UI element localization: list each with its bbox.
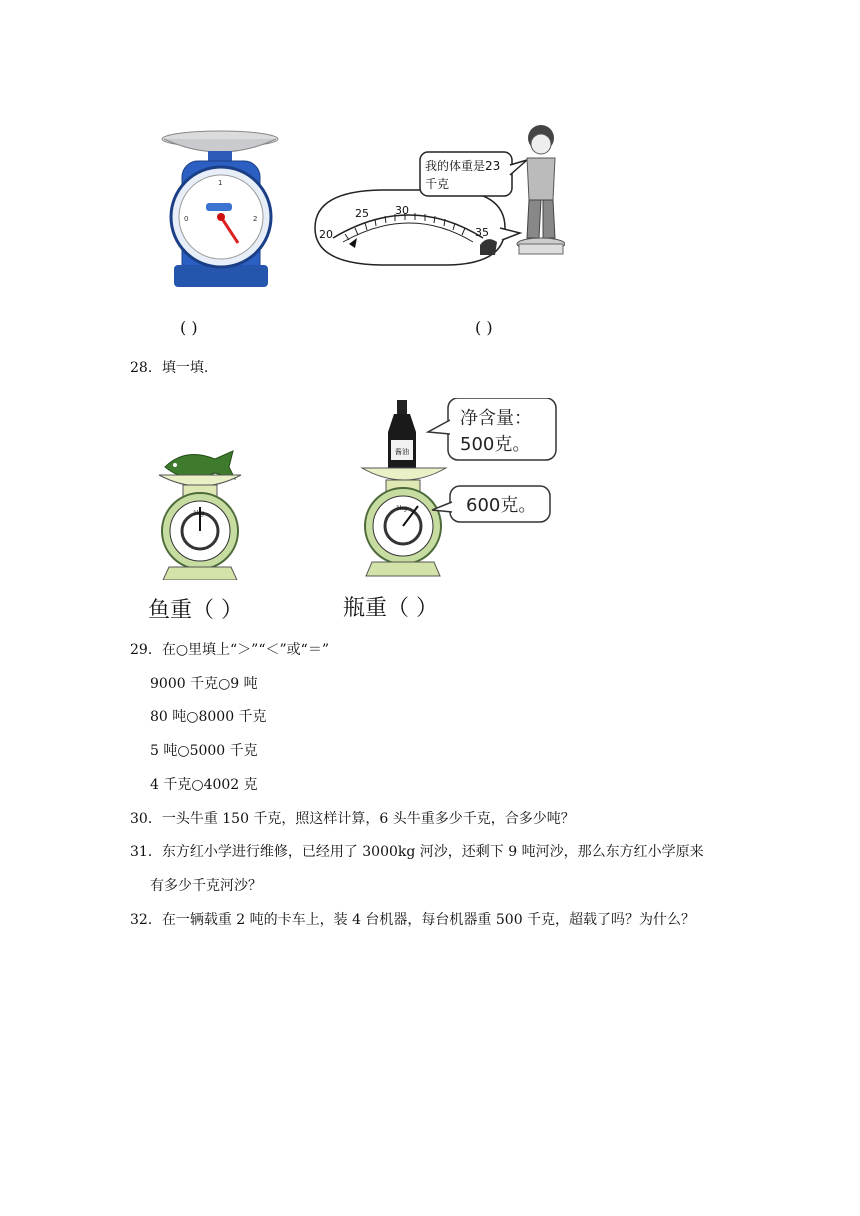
kitchen-scale-illustration xyxy=(150,125,290,295)
kitchen-scale-figure xyxy=(150,125,290,295)
dial-label-30: 30 xyxy=(395,204,409,217)
q29-item-2: 80 吨○8000 千克 xyxy=(150,709,267,725)
q28-title: 28．填一填. xyxy=(130,360,209,376)
bottle-answer-label: 瓶重（ ） xyxy=(343,596,438,621)
fish-scale-illustration xyxy=(155,445,245,580)
boy-scale-figure xyxy=(305,120,565,270)
boy-scale-illustration xyxy=(305,120,565,270)
bottle-scale-unit: 1kg xyxy=(396,505,408,512)
q29-item-1: 9000 千克○9 吨 xyxy=(150,676,258,692)
bottle-scale-illustration xyxy=(360,398,560,580)
q31-line1: 31．东方红小学进行维修，已经用了 3000kg 河沙，还剩下 9 吨河沙，那么东方红小学原来 xyxy=(130,844,704,860)
dial-label-25: 25 xyxy=(355,207,369,220)
fish-scale-figure xyxy=(155,445,245,580)
net-content-line2: 500克。 xyxy=(460,434,531,455)
fish-scale-unit: 1kg xyxy=(193,510,205,517)
dial-label-20: 20 xyxy=(319,228,333,241)
net-content-line1: 净含量： xyxy=(460,408,532,429)
q31-line2: 有多少千克河沙？ xyxy=(150,878,262,894)
q29-title: 29．在○里填上“＞”“＜”或“＝” xyxy=(130,642,329,658)
boy-speech-line1: 我的体重是23 xyxy=(425,159,501,173)
svg-text:2: 2 xyxy=(253,215,258,223)
q29-item-4: 4 千克○4002 克 xyxy=(150,777,258,793)
boy-speech-line2: 千克 xyxy=(425,177,450,191)
q29-item-3: 5 吨○5000 千克 xyxy=(150,743,258,759)
q30-text: 30．一头牛重 150 千克，照这样计算，6 头牛重多少千克，合多少吨？ xyxy=(130,811,575,827)
bottle-scale-figure xyxy=(360,398,560,580)
dial-label-35: 35 xyxy=(475,226,489,239)
fish-answer-label: 鱼重（ ） xyxy=(148,598,243,623)
blank-left: ( ) xyxy=(180,318,198,337)
total-weight-text: 600克。 xyxy=(466,495,537,516)
q32-text: 32．在一辆载重 2 吨的卡车上，装 4 台机器，每台机器重 500 千克，超载了吗？为什么？ xyxy=(130,912,696,928)
svg-text:1: 1 xyxy=(218,179,223,187)
bottle-label: 酱油 xyxy=(395,448,409,456)
svg-text:0: 0 xyxy=(184,215,189,223)
blank-right: ( ) xyxy=(475,318,493,337)
